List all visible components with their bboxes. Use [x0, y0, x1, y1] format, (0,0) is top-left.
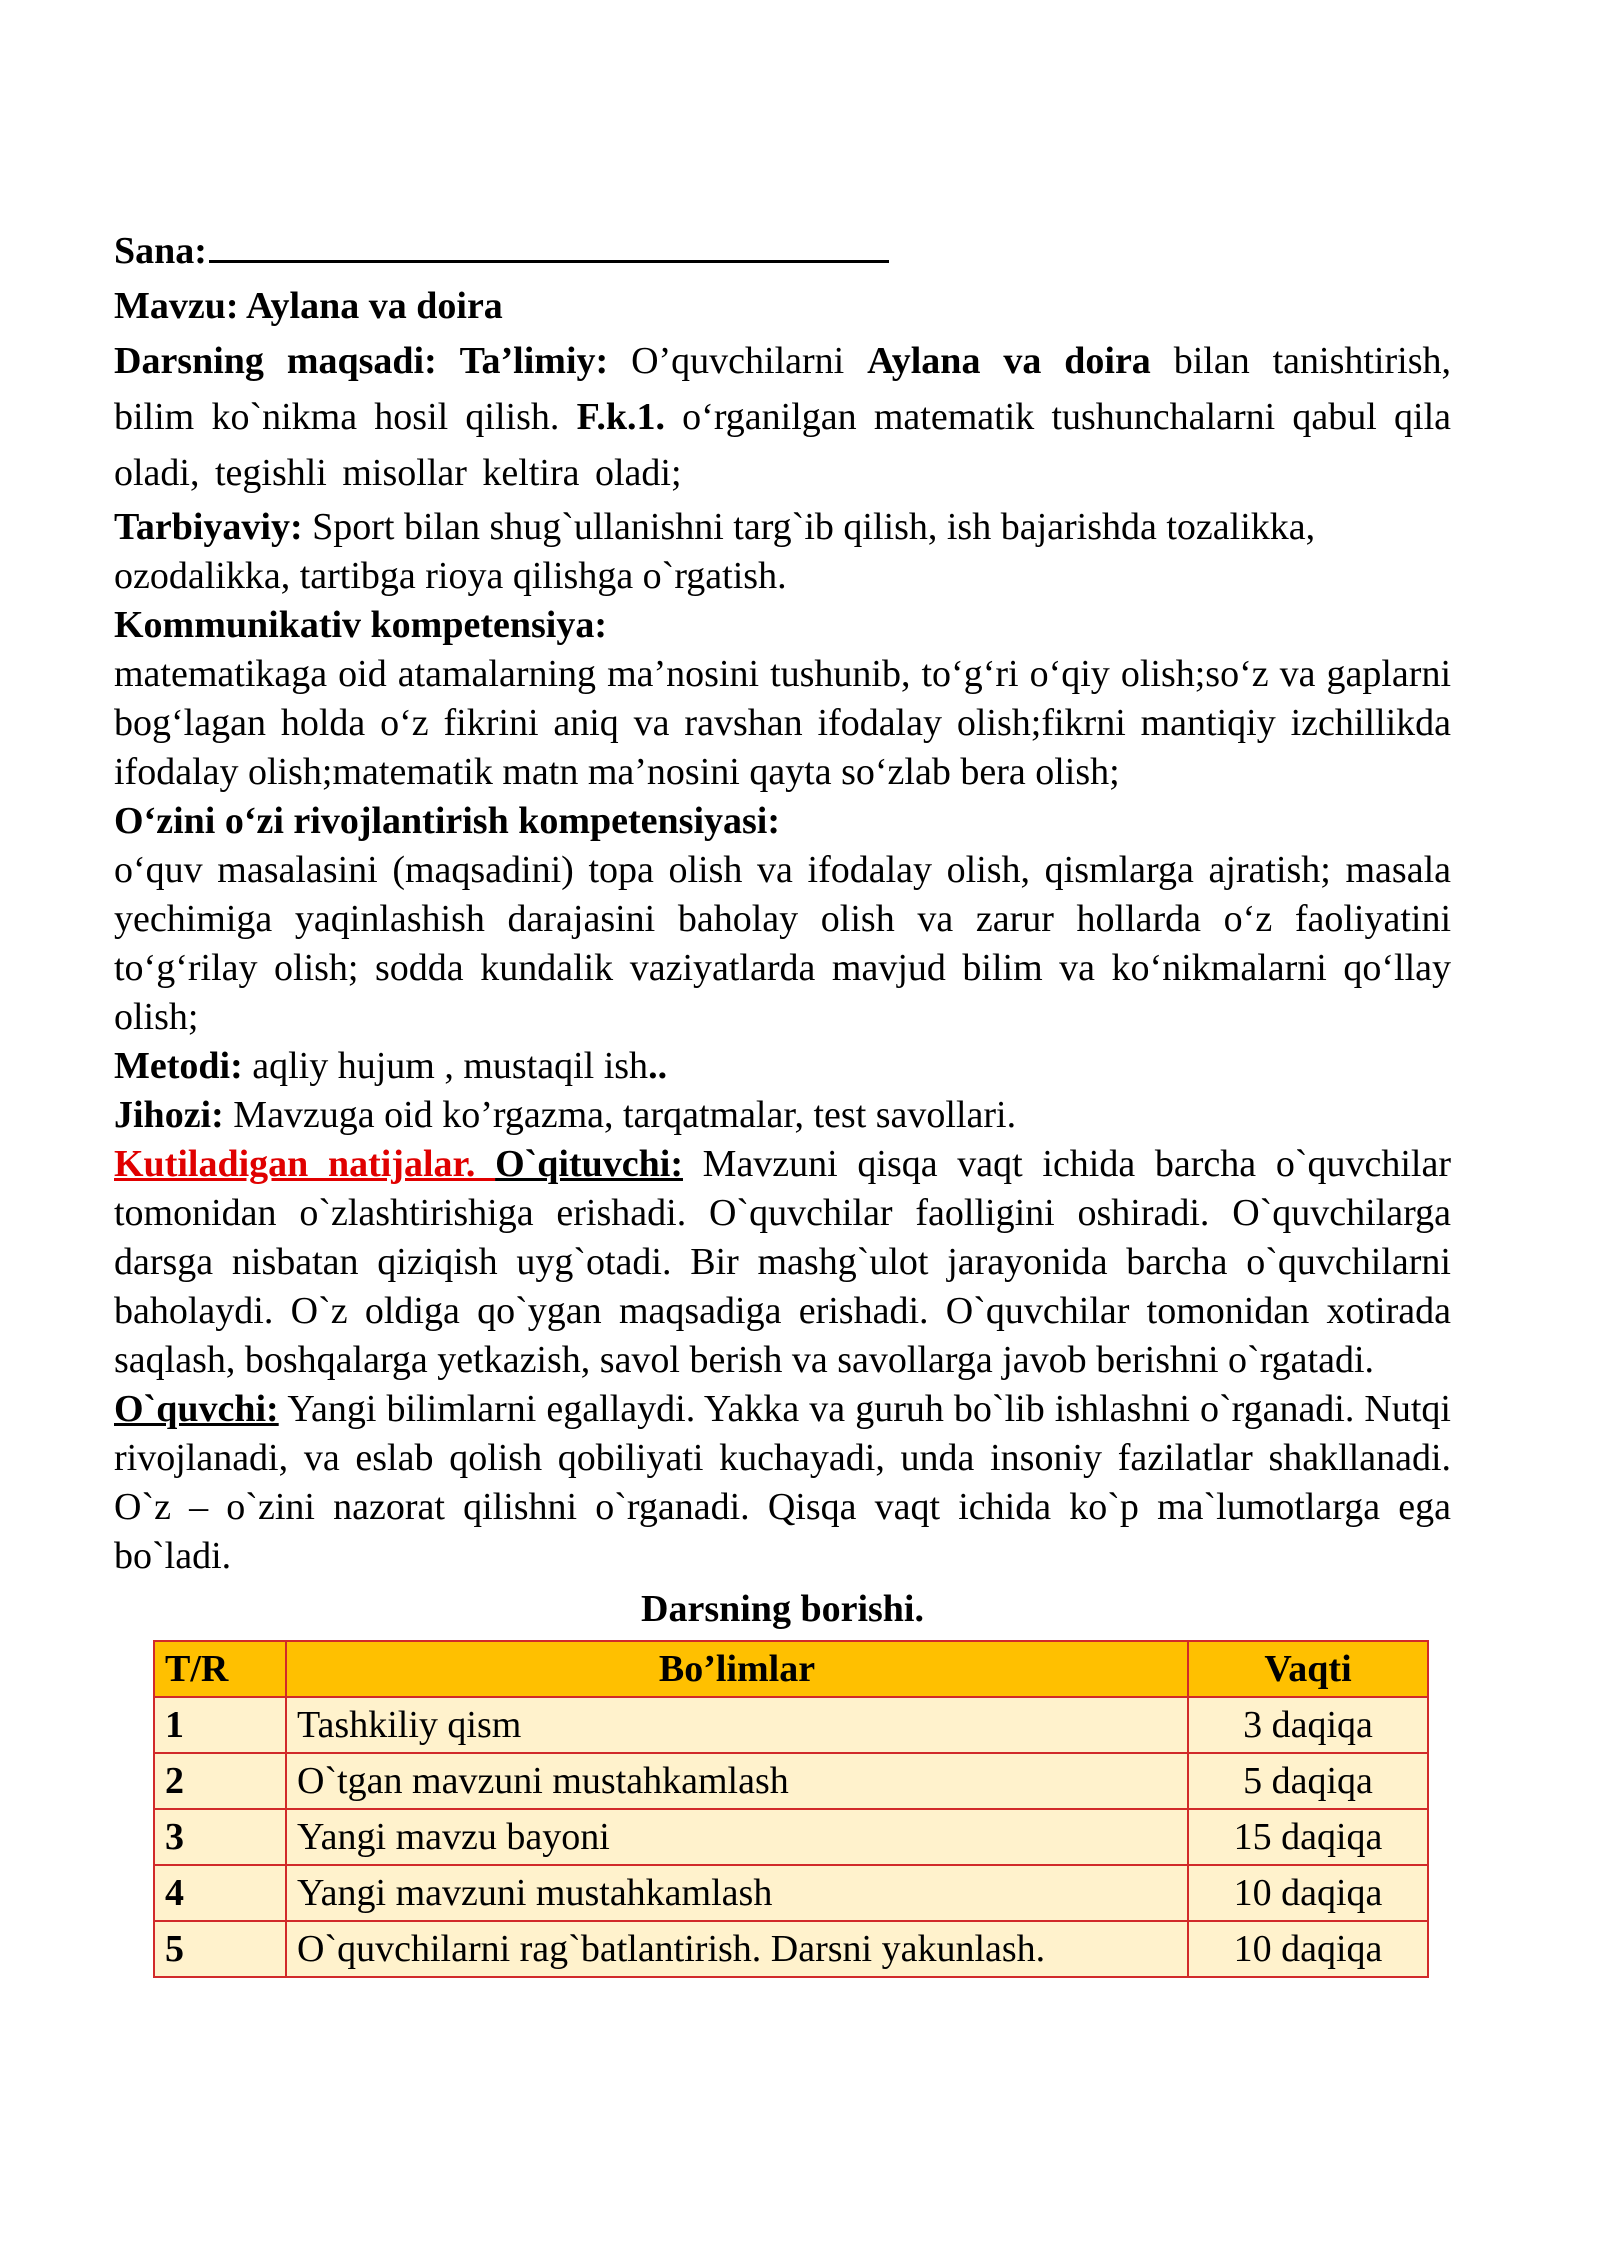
educational-label: Ta’limiy: [459, 340, 609, 382]
competence-text: o‘rganilgan matematik tushunchalarni qabul qila oladi, tegishli misollar keltira oladi; [114, 396, 1451, 494]
methods-label: Metodi: [114, 1045, 243, 1087]
topic-label: Mavzu: [114, 285, 239, 327]
equipment-text: Mavzuga oid ko’rgazma, tarqatmalar, test savollari. [223, 1094, 1017, 1136]
row-section: Yangi mavzu bayoni [286, 1809, 1188, 1865]
row-time: 10 daqiqa [1188, 1865, 1428, 1921]
lesson-plan-body [114, 220, 1451, 1978]
student-label: O`quvchi: [114, 1388, 279, 1430]
educational-text-2: bilan tanishtirish, bilim ko`nikma hosil qilish. [114, 340, 1451, 438]
table-row [154, 1921, 1428, 1977]
methods-text: aqliy hujum , mustaqil ish [242, 1045, 649, 1087]
row-time: 10 daqiqa [1188, 1921, 1428, 1977]
equipment-line [114, 1091, 1451, 1140]
row-number: 2 [154, 1753, 286, 1809]
communicative-text: matematikaga oid atamalarning ma’nosini tushunib, to‘g‘ri o‘qiy olish;so‘z va gaplarni bog‘lagan holda o‘z fikrini aniq va ravshan ifodalay olish;fikrni mantiqiy izchillikda ifodalay olish;matematik matn ma’nosini qayta so‘zlab bera olish; [114, 653, 1451, 793]
student-text: Yangi bilimlarni egallaydi. Yakka va guruh bo`lib ishlashni o`rganadi. Nutqi rivojlanadi, va eslab qolish qobiliyati kuchayadi, unda insoniy fazilatlar shakllanadi. O`z – o`zini nazorat qilishni o`rganadi. Qisqa vaqt ichida ko`p ma`lumotlarga ega bo`ladi. [114, 1388, 1451, 1577]
upbringing-label: Tarbiyaviy: [114, 506, 303, 548]
table-row [154, 1697, 1428, 1753]
table-row [154, 1865, 1428, 1921]
upbringing-goal [114, 503, 1451, 601]
row-time: 3 daqiqa [1188, 1697, 1428, 1753]
table-header-row [154, 1641, 1428, 1697]
topic-line [114, 282, 1451, 331]
communicative-heading: Kommunikativ kompetensiya: [114, 604, 607, 646]
row-section: O`tgan mavzuni mustahkamlash [286, 1753, 1188, 1809]
expected-results-teacher [114, 1140, 1451, 1385]
row-number: 5 [154, 1921, 286, 1977]
row-section: O`quvchilarni rag`batlantirish. Darsni yakunlash. [286, 1921, 1188, 1977]
table-row [154, 1753, 1428, 1809]
expected-results-label: Kutiladigan natijalar. [114, 1143, 496, 1185]
column-header-number: T/R [154, 1641, 286, 1697]
lesson-goals [114, 333, 1451, 501]
row-number: 4 [154, 1865, 286, 1921]
lesson-flow-title: Darsning borishi. [641, 1588, 924, 1630]
teacher-text: Mavzuni qisqa vaqt ichida barcha o`quvchilar tomonidan o`zlashtirishiga erishadi. O`quvchilar faolligini oshiradi. O`quvchilarga darsga nisbatan qiziqish uyg`otadi. Bir mashg`ulot jarayonida barcha o`quvchilarni baholaydi. O`z oldiga qo`ygan maqsadiga erishadi. O`quvchilar tomonidan xotirada saqlash, boshqalarga yetkazish, savol berish va savollarga javob berishni o`rgatadi. [114, 1143, 1451, 1381]
educational-text-1: O’quvchilarni [608, 340, 868, 382]
date-blank [209, 220, 889, 263]
educational-topic: Aylana va doira [867, 340, 1151, 382]
column-header-sections: Bo’limlar [286, 1641, 1188, 1697]
row-time: 15 daqiqa [1188, 1809, 1428, 1865]
column-header-time: Vaqti [1188, 1641, 1428, 1697]
date-label: Sana: [114, 230, 207, 272]
goals-label: Darsning maqsadi: [114, 340, 437, 382]
row-section: Tashkiliy qism [286, 1697, 1188, 1753]
row-number: 3 [154, 1809, 286, 1865]
equipment-label: Jihozi: [114, 1094, 224, 1136]
teacher-label: O`qituvchi: [495, 1143, 683, 1185]
topic-value: Aylana va doira [245, 285, 503, 327]
expected-results-student [114, 1385, 1451, 1581]
table-row [154, 1809, 1428, 1865]
row-time: 5 daqiqa [1188, 1753, 1428, 1809]
methods-line [114, 1042, 1451, 1091]
self-development-text: o‘quv masalasini (maqsadini) topa olish va ifodalay olish, qismlarga ajratish; masala yechimiga yaqinlashish darajasini baholay olish va zarur hollarda o‘z faoliyatini to‘g‘rilay olish; sodda kundalik vaziyatlarda mavjud bilim va ko‘nikmalarni qo‘llay olish; [114, 849, 1451, 1038]
upbringing-text: Sport bilan shug`ullanishni targ`ib qilish, ish bajarishda tozalikka, ozodalikka, tartibga rioya qilishga o`rgatish. [114, 506, 1316, 597]
row-section: Yangi mavzuni mustahkamlash [286, 1865, 1188, 1921]
row-number: 1 [154, 1697, 286, 1753]
self-development-heading: O‘zini o‘zi rivojlantirish kompetensiyasi: [114, 800, 781, 842]
methods-end: .. [648, 1045, 668, 1087]
competence-code: F.k.1. [576, 396, 665, 438]
date-line [114, 220, 1451, 276]
lesson-flow-table [153, 1640, 1429, 1978]
